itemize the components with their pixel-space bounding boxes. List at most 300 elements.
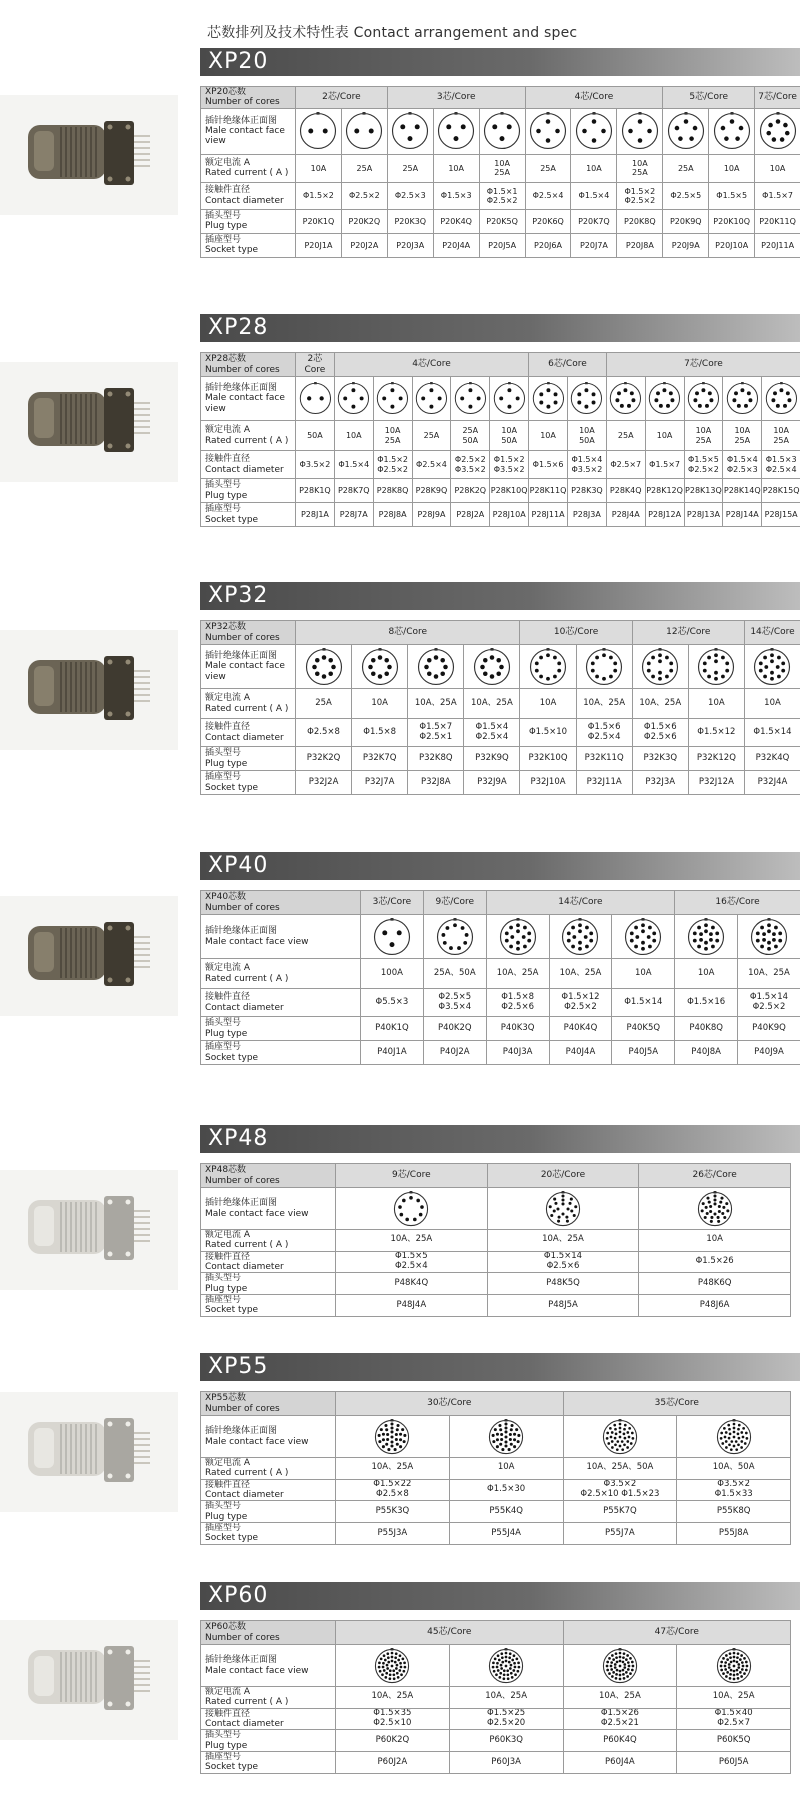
face-view-cell xyxy=(296,377,335,421)
row-label-en: Socket type xyxy=(205,1305,259,1316)
core-group-header: 3芯/Core xyxy=(387,87,525,109)
core-group-header: 26芯/Core xyxy=(639,1164,791,1188)
rated-current-cell: 25A xyxy=(296,689,352,719)
face-view-cell xyxy=(479,108,525,154)
face-view-cell xyxy=(612,915,675,959)
plug-type-row xyxy=(201,1273,791,1295)
contact-face-icon xyxy=(609,382,642,415)
connector-photo-icon xyxy=(0,630,178,750)
rated-current-cell: 10A、50A xyxy=(677,1458,791,1480)
contact-diameter-cell: Φ1.5×2 Φ3.5×2 xyxy=(490,451,529,479)
row-label xyxy=(201,377,296,421)
core-group-header: 5芯/Core xyxy=(663,87,755,109)
contact-face-icon xyxy=(488,1648,524,1684)
socket-type-cell: P55J7A xyxy=(563,1523,677,1545)
rated-current-cell: 10A、25A xyxy=(408,689,464,719)
row-label xyxy=(201,1687,336,1709)
face-view-cell xyxy=(677,1645,791,1687)
rated-current-cell: 10A xyxy=(639,1230,791,1252)
contact-face-icon xyxy=(585,648,623,686)
face-view-row xyxy=(201,108,800,154)
socket-type-cell: P28J13A xyxy=(684,503,723,527)
row-label-cn: 接触件直径 xyxy=(205,1708,251,1719)
rated-current-cell: 10A xyxy=(709,154,755,182)
plug-type-cell: P28K7Q xyxy=(334,479,373,503)
core-group-header: 2芯 Core xyxy=(296,353,335,377)
core-group-header: 10芯/Core xyxy=(520,621,632,645)
row-label-en: Number of cores xyxy=(205,97,280,108)
row-label-en: Contact diameter xyxy=(205,1719,284,1730)
plug-type-row xyxy=(201,1017,800,1041)
contact-diameter-cell: Φ1.5×4 Φ2.5×3 xyxy=(723,451,762,479)
plug-type-cell: P20K8Q xyxy=(617,209,663,233)
spec-table xyxy=(200,86,800,258)
contact-diameter-cell: Φ1.5×7 xyxy=(645,451,684,479)
row-label-cn: 插针绝缘体正面图 xyxy=(205,1198,278,1209)
contact-diameter-cell: Φ1.5×5 Φ2.5×4 xyxy=(336,1251,488,1273)
row-label-cn: 插头型号 xyxy=(205,1273,242,1284)
contact-diameter-cell: Φ1.5×26 xyxy=(639,1251,791,1273)
plug-type-cell: P40K1Q xyxy=(361,1017,424,1041)
contact-face-icon xyxy=(373,918,411,956)
plug-type-cell: P32K12Q xyxy=(688,747,744,771)
plug-type-cell: P32K10Q xyxy=(520,747,576,771)
rated-current-row xyxy=(201,421,800,451)
face-view-cell xyxy=(490,377,529,421)
face-view-cell xyxy=(755,108,800,154)
row-label-cn: 插座型号 xyxy=(205,1042,242,1053)
row-label xyxy=(201,1458,336,1480)
contact-diameter-cell: Φ2.5×3 xyxy=(387,182,433,209)
core-group-header: 35芯/Core xyxy=(563,1392,791,1416)
section-banner: XP55 xyxy=(200,1353,800,1381)
row-label-cn: 插座型号 xyxy=(205,1523,242,1534)
socket-type-cell: P55J4A xyxy=(449,1523,563,1545)
row-label-cn: 插针绝缘体正面图 xyxy=(205,115,278,126)
contact-face-icon xyxy=(305,648,343,686)
core-group-header: 14芯/Core xyxy=(486,891,675,915)
contact-face-icon xyxy=(393,1191,429,1227)
core-count-row xyxy=(201,1621,791,1645)
core-group-header: 30芯/Core xyxy=(336,1392,564,1416)
rated-current-cell: 25A xyxy=(525,154,571,182)
contact-diameter-cell: Φ1.5×40 Φ2.5×7 xyxy=(677,1708,791,1730)
contact-diameter-cell: Φ1.5×14 xyxy=(744,719,800,747)
contact-diameter-cell: Φ1.5×1 Φ2.5×2 xyxy=(479,182,525,209)
core-count-row xyxy=(201,891,800,915)
plug-type-cell: P32K7Q xyxy=(352,747,408,771)
face-view-row xyxy=(201,1416,791,1458)
rated-current-cell: 10A xyxy=(675,959,738,989)
section-banner: XP60 xyxy=(200,1582,800,1610)
face-view-cell xyxy=(606,377,645,421)
face-view-cell xyxy=(412,377,451,421)
contact-diameter-cell: Φ2.5×4 xyxy=(525,182,571,209)
connector-photo xyxy=(0,1620,178,1740)
plug-type-cell: P28K2Q xyxy=(451,479,490,503)
core-count-row xyxy=(201,621,800,645)
rated-current-cell: 25A 50A xyxy=(451,421,490,451)
section-banner: XP40 xyxy=(200,852,800,880)
row-label-cn: 插针绝缘体正面图 xyxy=(205,382,278,393)
socket-type-cell: P55J3A xyxy=(336,1523,450,1545)
connector-photo-icon xyxy=(0,95,178,215)
socket-type-cell: P32J4A xyxy=(744,771,800,795)
rated-current-row xyxy=(201,1687,791,1709)
core-group-header: 45芯/Core xyxy=(336,1621,564,1645)
row-label-cn: 接触件直径 xyxy=(205,1479,251,1490)
row-label xyxy=(201,233,296,257)
row-label-cn: 接触件直径 xyxy=(205,722,251,733)
section-banner: XP20 xyxy=(200,48,800,76)
contact-face-icon xyxy=(697,648,735,686)
plug-type-cell: P20K11Q xyxy=(755,209,800,233)
spec-table xyxy=(200,620,800,795)
contact-face-icon xyxy=(726,382,759,415)
row-label-en: Rated current ( A ) xyxy=(205,1468,289,1479)
core-count-row xyxy=(201,87,800,109)
contact-diameter-row xyxy=(201,1479,791,1501)
face-view-row xyxy=(201,1645,791,1687)
rated-current-cell: 10A 25A xyxy=(723,421,762,451)
row-label-en: Contact diameter xyxy=(205,195,284,206)
plug-type-row xyxy=(201,747,800,771)
socket-type-cell: P28J10A xyxy=(490,503,529,527)
row-label-en: Rated current ( A ) xyxy=(205,973,289,984)
rated-current-cell: 10A xyxy=(449,1458,563,1480)
contact-diameter-cell: Φ1.5×4 xyxy=(334,451,373,479)
row-label-cn: 接触件直径 xyxy=(205,1251,251,1262)
socket-type-cell: P20J9A xyxy=(663,233,709,257)
connector-photo-icon xyxy=(0,1392,178,1512)
row-label xyxy=(201,1188,336,1230)
contact-diameter-cell: Φ1.5×3 Φ2.5×4 xyxy=(762,451,800,479)
row-label-en: Contact diameter xyxy=(205,1490,284,1501)
row-label xyxy=(201,503,296,527)
socket-type-cell: P32J11A xyxy=(576,771,632,795)
rated-current-cell: 10A xyxy=(744,689,800,719)
face-view-cell xyxy=(571,108,617,154)
contact-diameter-row xyxy=(201,1251,791,1273)
face-view-cell xyxy=(449,1645,563,1687)
contact-diameter-cell: Φ1.5×35 Φ2.5×10 xyxy=(336,1708,450,1730)
contact-face-icon xyxy=(374,1419,410,1455)
row-label-en: Socket type xyxy=(205,1762,259,1773)
contact-face-icon xyxy=(337,382,370,415)
row-label-en: Plug type xyxy=(205,1511,248,1522)
face-view-cell xyxy=(361,915,424,959)
plug-type-cell: P28K1Q xyxy=(296,479,335,503)
face-view-cell xyxy=(576,645,632,689)
contact-diameter-cell: Φ1.5×5 Φ2.5×2 xyxy=(684,451,723,479)
socket-type-row xyxy=(201,1752,791,1774)
core-group-header: 47芯/Core xyxy=(563,1621,791,1645)
plug-type-cell: P20K1Q xyxy=(296,209,342,233)
connector-photo xyxy=(0,1392,178,1512)
socket-type-row xyxy=(201,1041,800,1065)
rated-current-cell: 10A xyxy=(571,154,617,182)
row-label-cn: 插针绝缘体正面图 xyxy=(205,1655,278,1666)
row-label xyxy=(201,915,361,959)
row-label xyxy=(201,1645,336,1687)
face-view-cell xyxy=(373,377,412,421)
row-label xyxy=(201,154,296,182)
face-view-cell xyxy=(677,1416,791,1458)
socket-type-row xyxy=(201,1295,791,1317)
row-label xyxy=(201,421,296,451)
connector-photo-icon xyxy=(0,1620,178,1740)
contact-diameter-cell: Φ1.5×30 xyxy=(449,1479,563,1501)
plug-type-row xyxy=(201,209,800,233)
plug-type-cell: P40K4Q xyxy=(549,1017,612,1041)
socket-type-cell: P20J4A xyxy=(433,233,479,257)
plug-type-cell: P28K3Q xyxy=(567,479,606,503)
plug-type-cell: P55K7Q xyxy=(563,1501,677,1523)
face-view-cell xyxy=(744,645,800,689)
face-view-cell xyxy=(464,645,520,689)
row-label-cn: 插针绝缘体正面图 xyxy=(205,650,278,661)
row-label xyxy=(201,959,361,989)
face-view-cell xyxy=(663,108,709,154)
plug-type-cell: P20K3Q xyxy=(387,209,433,233)
contact-diameter-cell: Φ1.5×4 Φ2.5×4 xyxy=(464,719,520,747)
connector-photo xyxy=(0,95,178,215)
rated-current-cell: 10A、25A xyxy=(632,689,688,719)
row-label-cn: 额定电流 A xyxy=(205,1687,251,1697)
row-label xyxy=(201,771,296,795)
contact-diameter-cell: Φ3.5×2 xyxy=(296,451,335,479)
row-label-en: Rated current ( A ) xyxy=(205,168,289,179)
core-group-header: 9芯/Core xyxy=(423,891,486,915)
row-label xyxy=(201,747,296,771)
spec-table xyxy=(200,1163,791,1317)
rated-current-cell: 10A、25A xyxy=(549,959,612,989)
socket-type-cell: P28J2A xyxy=(451,503,490,527)
row-label-cn: 插针绝缘体正面图 xyxy=(205,926,278,937)
row-label-en: Contact diameter xyxy=(205,464,284,475)
row-label-cn: 额定电流 A xyxy=(205,1230,251,1240)
socket-type-cell: P60J3A xyxy=(449,1752,563,1774)
contact-face-icon xyxy=(299,382,332,415)
row-label-en: Male contact face view xyxy=(205,1436,309,1447)
rated-current-row xyxy=(201,1230,791,1252)
rated-current-cell: 25A xyxy=(412,421,451,451)
contact-diameter-cell: Φ1.5×12 xyxy=(688,719,744,747)
row-label xyxy=(201,891,361,915)
contact-face-icon xyxy=(713,112,751,150)
page-title: 芯数排列及技术特性表 Contact arrangement and spec xyxy=(207,25,578,41)
row-label-en: Contact diameter xyxy=(205,1262,284,1273)
face-view-cell xyxy=(449,1416,563,1458)
face-view-cell xyxy=(723,377,762,421)
socket-type-cell: P28J1A xyxy=(296,503,335,527)
row-label-en: Plug type xyxy=(205,221,248,232)
plug-type-cell: P32K2Q xyxy=(296,747,352,771)
row-label xyxy=(201,182,296,209)
contact-face-icon xyxy=(667,112,705,150)
socket-type-cell: P60J2A xyxy=(336,1752,450,1774)
contact-face-icon xyxy=(376,382,409,415)
contact-diameter-cell: Φ5.5×3 xyxy=(361,989,424,1017)
contact-face-icon xyxy=(687,918,725,956)
contact-diameter-cell: Φ2.5×7 xyxy=(606,451,645,479)
socket-type-cell: P28J15A xyxy=(762,503,800,527)
row-label xyxy=(201,87,296,109)
plug-type-cell: P20K10Q xyxy=(709,209,755,233)
row-label-en: Number of cores xyxy=(205,1403,280,1414)
socket-type-cell: P20J3A xyxy=(387,233,433,257)
rated-current-cell: 10A、25A xyxy=(738,959,800,989)
socket-type-cell: P28J11A xyxy=(529,503,568,527)
plug-type-cell: P60K3Q xyxy=(449,1730,563,1752)
socket-type-cell: P32J7A xyxy=(352,771,408,795)
row-label xyxy=(201,719,296,747)
plug-type-cell: P55K4Q xyxy=(449,1501,563,1523)
rated-current-cell: 10A、25A xyxy=(336,1458,450,1480)
rated-current-cell: 10A、25A xyxy=(677,1687,791,1709)
face-view-row xyxy=(201,1188,791,1230)
row-label xyxy=(201,1164,336,1188)
core-group-header: 4芯/Core xyxy=(334,353,528,377)
contact-diameter-cell: Φ2.5×4 xyxy=(412,451,451,479)
row-label xyxy=(201,1501,336,1523)
row-label-cn: 额定电流 A xyxy=(205,963,251,974)
rated-current-cell: 10A、25A xyxy=(336,1687,450,1709)
socket-type-cell: P40J8A xyxy=(675,1041,738,1065)
socket-type-row xyxy=(201,771,800,795)
contact-face-icon xyxy=(529,648,567,686)
rated-current-row xyxy=(201,154,800,182)
row-label-cn: 额定电流 A xyxy=(205,1458,251,1468)
socket-type-cell: P20J5A xyxy=(479,233,525,257)
row-label-en: Number of cores xyxy=(205,364,280,375)
plug-type-cell: P32K4Q xyxy=(744,747,800,771)
rated-current-cell: 10A xyxy=(334,421,373,451)
rated-current-cell: 25A、50A xyxy=(423,959,486,989)
socket-type-cell: P20J11A xyxy=(755,233,800,257)
plug-type-cell: P28K14Q xyxy=(723,479,762,503)
contact-face-icon xyxy=(624,918,662,956)
row-label-en: Plug type xyxy=(205,1283,248,1294)
row-label xyxy=(201,689,296,719)
contact-face-icon xyxy=(621,112,659,150)
row-label-en: Number of cores xyxy=(205,632,280,643)
face-view-cell xyxy=(423,915,486,959)
plug-type-cell: P40K8Q xyxy=(675,1017,738,1041)
core-group-header: 3芯/Core xyxy=(361,891,424,915)
plug-type-cell: P40K2Q xyxy=(423,1017,486,1041)
row-label-cn: 额定电流 A xyxy=(205,425,251,436)
face-view-row xyxy=(201,645,800,689)
socket-type-cell: P32J3A xyxy=(632,771,688,795)
contact-diameter-cell: Φ2.5×5 Φ3.5×4 xyxy=(423,989,486,1017)
rated-current-cell: 10A 25A xyxy=(684,421,723,451)
row-label xyxy=(201,1251,336,1273)
contact-face-icon xyxy=(415,382,448,415)
plug-type-cell: P28K4Q xyxy=(606,479,645,503)
contact-diameter-cell: Φ2.5×5 xyxy=(663,182,709,209)
row-label xyxy=(201,108,296,154)
row-label-cn: 插座型号 xyxy=(205,504,242,515)
rated-current-cell: 10A 25A xyxy=(617,154,663,182)
plug-type-cell: P20K4Q xyxy=(433,209,479,233)
plug-type-cell: P48K6Q xyxy=(639,1273,791,1295)
core-group-header: 2芯/Core xyxy=(296,87,388,109)
rated-current-cell: 10A 50A xyxy=(490,421,529,451)
plug-type-cell: P28K9Q xyxy=(412,479,451,503)
row-label xyxy=(201,1416,336,1458)
row-label-en: Socket type xyxy=(205,782,259,793)
socket-type-cell: P48J5A xyxy=(487,1295,639,1317)
plug-type-cell: P28K13Q xyxy=(684,479,723,503)
row-label-cn: 接触件直径 xyxy=(205,992,251,1003)
spec-table xyxy=(200,890,800,1065)
rated-current-cell: 10A xyxy=(352,689,408,719)
socket-type-cell: P32J12A xyxy=(688,771,744,795)
row-label xyxy=(201,645,296,689)
row-label-en: Plug type xyxy=(205,490,248,501)
plug-type-cell: P20K7Q xyxy=(571,209,617,233)
socket-type-cell: P40J2A xyxy=(423,1041,486,1065)
contact-diameter-row xyxy=(201,451,800,479)
plug-type-cell: P32K8Q xyxy=(408,747,464,771)
face-view-cell xyxy=(352,645,408,689)
rated-current-cell: 10A xyxy=(529,421,568,451)
connector-photo xyxy=(0,362,178,482)
connector-photo xyxy=(0,630,178,750)
row-label-cn: 插头型号 xyxy=(205,748,242,759)
face-view-cell xyxy=(525,108,571,154)
plug-type-cell: P20K6Q xyxy=(525,209,571,233)
face-view-cell xyxy=(563,1645,677,1687)
contact-diameter-cell: Φ1.5×3 xyxy=(433,182,479,209)
face-view-cell xyxy=(675,915,738,959)
core-group-header: 7芯/Core xyxy=(606,353,800,377)
row-label-en: Male contact face view xyxy=(205,126,285,147)
plug-type-cell: P28K10Q xyxy=(490,479,529,503)
socket-type-cell: P60J5A xyxy=(677,1752,791,1774)
contact-face-icon xyxy=(529,112,567,150)
row-label xyxy=(201,1041,361,1065)
rated-current-cell: 25A xyxy=(387,154,433,182)
socket-type-cell: P20J6A xyxy=(525,233,571,257)
row-label-en: Socket type xyxy=(205,1052,259,1063)
contact-diameter-cell: Φ1.5×14 xyxy=(612,989,675,1017)
spec-table xyxy=(200,1391,791,1545)
row-label xyxy=(201,1752,336,1774)
contact-face-icon xyxy=(361,648,399,686)
row-label-cn: XP55芯数 xyxy=(205,1393,247,1404)
contact-face-icon xyxy=(759,112,797,150)
row-label xyxy=(201,209,296,233)
row-label-cn: 插头型号 xyxy=(205,210,242,221)
face-view-cell xyxy=(520,645,576,689)
contact-diameter-row xyxy=(201,719,800,747)
row-label-cn: 插针绝缘体正面图 xyxy=(205,1426,278,1437)
face-view-cell xyxy=(617,108,663,154)
socket-type-cell: P32J8A xyxy=(408,771,464,795)
socket-type-cell: P28J8A xyxy=(373,503,412,527)
row-label xyxy=(201,989,361,1017)
rated-current-cell: 25A xyxy=(663,154,709,182)
core-group-header: 14芯/Core xyxy=(744,621,800,645)
rated-current-cell: 100A xyxy=(361,959,424,989)
socket-type-cell: P40J4A xyxy=(549,1041,612,1065)
contact-face-icon xyxy=(473,648,511,686)
plug-type-cell: P40K9Q xyxy=(738,1017,800,1041)
row-label xyxy=(201,479,296,503)
rated-current-cell: 25A xyxy=(606,421,645,451)
